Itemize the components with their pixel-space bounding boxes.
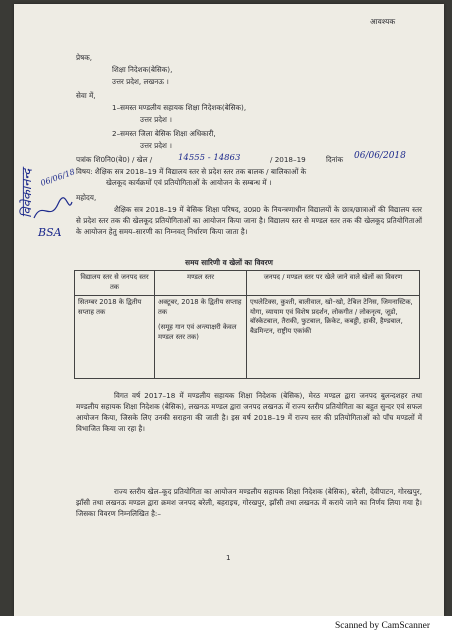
scanner-footer [0, 616, 452, 640]
document-page [14, 4, 444, 616]
letter-number-handwritten: 14555 - 14863 [178, 153, 241, 163]
table-header: जनपद / मण्डल स्तर पर खेले जाने वाले खेलों का विवरण [247, 271, 420, 296]
handwritten-bsa: BSA [38, 226, 62, 239]
handwritten-date: 06/06/18 [39, 167, 77, 188]
table-cell-division [155, 295, 247, 378]
date-handwritten: 06/06/2018 [354, 151, 406, 161]
handwritten-scribble-icon [30, 196, 74, 226]
letter-year: / 2018–19 [270, 155, 306, 164]
paragraph-2: विगत वर्ष 2017–18 में मण्डलीय सहायक शिक्षा निदेशक (बेसिक), मेरठ मण्डल द्वारा जनपद बुलन्दशहर तथा मण्डलीय सहायक शिक्षा निदेशक (बेसिक), लखनऊ मण्डल द्वारा जनपद लखनऊ में राज्य स्तरीय प्रतियोगिता का बहुत सुन्दर एवं सफल आयोजन किया, जिसके लिए उनकी सराहना की जाती है। इस वर्ष 2018–19 में राज्य स्तर की प्रतियोगिताओं को पाँच मण्डलों में विभाजित किया जा रहा है। [76, 391, 422, 434]
sender-line2: उत्तर प्रदेश, लखनऊ । [112, 77, 169, 86]
letter-ref-prefix: पत्रांक शि0नि0(बे0) / खेल / [76, 155, 153, 164]
page-number: 1 [226, 553, 231, 562]
table-row [75, 295, 420, 378]
subject-line2: खेलकूद कार्यक्रमों एवं प्रतियोगिताओं के आयोजन के सम्बन्ध में । [106, 178, 272, 187]
salutation: महोदय, [76, 193, 97, 202]
recipients-label: सेवा में, [76, 91, 96, 100]
recipient1-line2: उत्तर प्रदेश । [140, 115, 172, 124]
division-note: (समूह गान एवं अन्त्याक्षरी केवल मण्डल स्तर तक) [158, 323, 237, 342]
date-label: दिनांक [326, 155, 344, 164]
sender-label: प्रेषक, [76, 53, 93, 62]
division-date: अक्टूबर, 2018 के द्वितीय सप्ताह तक [158, 297, 242, 316]
recipient2-line1: 2–समस्त जिला बेसिक शिक्षा अधिकारी, [112, 129, 216, 138]
subject-line1: विषय: शैक्षिक सत्र 2018–19 में विद्यालय स्तर से प्रदेश स्तर तक बालक / बालिकाओं के [76, 167, 307, 176]
sender-line1: शिक्षा निदेशक(बेसिक), [112, 65, 173, 74]
table-cell-games: एथलेटिक्स, कुश्ती, बालीवाल, खो–खो, टेबिल टेनिस, जिमनास्टिक, योगा, व्यायाम एवं विशेष प्रदर्शन, लोकगीत / लोकनृत्य, जूडो, बॉस्केटबाल, तैराकी, फुटबाल, क्रिकेट, कबड्डी, हाकी, हैण्डबाल, बैडमिन्टन, राष्ट्रीय एकांकी [247, 295, 420, 378]
recipient2-line2: उत्तर प्रदेश । [140, 141, 172, 150]
table-header-row [75, 271, 420, 296]
table-header: विद्यालय स्तर से जनपद स्तर तक [75, 271, 155, 296]
table-caption: समय सारिणी व खेलों का विवरण [185, 258, 273, 267]
paragraph-3: राज्य स्तरीय खेल–कूद प्रतियोगिता का आयोजन मण्डलीय सहायक शिक्षा निदेशक (बेसिक), बरेली, देवीपाटन, गोरखपुर, झाँसी तथा लखनऊ मण्डल द्वारा क्रमश जनपद बरेली, बहराइच, गोरखपुर, झाँसी तथा लखनऊ में कराये जाने का निर्णय लिया गया है। जिसका विवरण निम्नलिखित है:– [76, 487, 422, 519]
table-cell-schedule: सितम्बर 2018 के द्वितीय सप्ताह तक [75, 295, 155, 378]
schedule-table [74, 270, 420, 379]
paragraph-1: शैक्षिक सत्र 2018–19 में बेसिक शिक्षा परिषद, उ0प्र0 के नियन्त्रणाधीन विद्यालयों के छात्र/छात्राओं की विद्यालय स्तर से प्रदेश स्तर तक की खेलकूद प्रतियोगिताओं का आयोजन किया जाना है। विद्यालय स्तर से मण्डल स्तर तक की खेलकूद प्रतियोगिताओं के आयोजन हेतु समय–सारणी का निम्नवत् निर्धारण किया जाता है। [76, 205, 422, 237]
priority-label: आवश्यक [370, 17, 396, 26]
handwritten-name: विवेकानन्द [20, 168, 35, 218]
table-header: मण्डल स्तर [155, 271, 247, 296]
scanner-watermark: Scanned by CamScanner [335, 621, 430, 631]
recipient1-line1: 1–समस्त मण्डलीय सहायक शिक्षा निदेशक(बेसिक), [112, 103, 247, 112]
